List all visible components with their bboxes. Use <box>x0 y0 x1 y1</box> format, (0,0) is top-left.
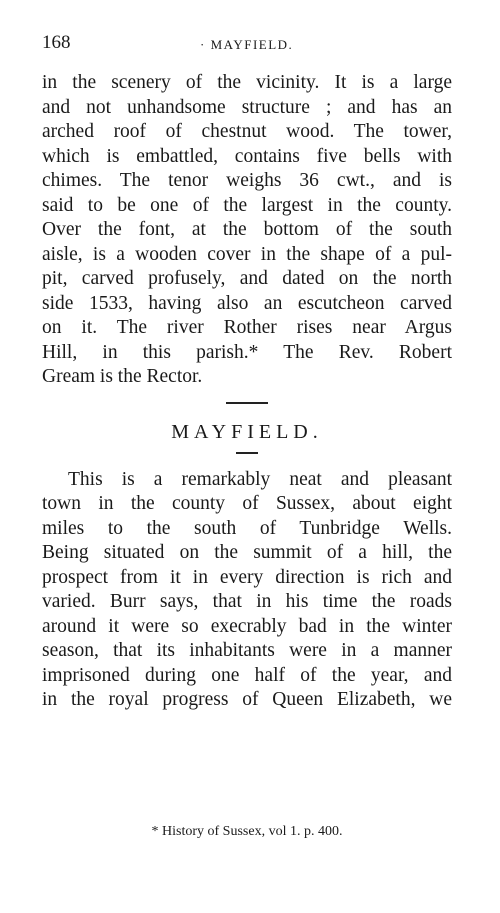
text-line: around it were so execrably bad in the winter <box>42 615 452 637</box>
text-line: in the royal progress of Queen Elizabeth, we <box>42 689 452 710</box>
text-line: which is embattled, contains five bells with <box>42 145 452 167</box>
text-line: Hill, in this parish.* The Rev. Robert <box>42 341 452 363</box>
section-divider-bottom <box>236 452 258 454</box>
text-line: aisle, is a wooden cover in the shape of a pul- <box>42 243 452 265</box>
text-line: Over the font, at the bottom of the south <box>42 219 452 240</box>
text-line: miles to the south of Tunbridge Wells. <box>42 517 452 539</box>
book-page <box>42 30 452 839</box>
section-paragraph <box>42 468 452 713</box>
text-line: varied. Burr says, that in his time the roads <box>42 591 452 612</box>
continuation-paragraph <box>42 71 452 390</box>
page-header <box>42 30 452 60</box>
text-line: in the scenery of the vicinity. It is a large <box>42 72 452 93</box>
text-line: said to be one of the largest in the county. <box>42 194 452 216</box>
text-line: pit, carved profusely, and dated on the north <box>42 268 452 289</box>
text-line: side 1533, having also an escutcheon carved <box>42 292 452 314</box>
text-line: arched roof of chestnut wood. The tower, <box>42 121 452 142</box>
running-head: · MAYFIELD. <box>200 37 294 52</box>
page-number: 168 <box>42 32 71 53</box>
section-title: MAYFIELD. <box>171 420 323 443</box>
text-line: town in the county of Sussex, about eight <box>42 493 452 514</box>
text-line: Gream is the Rector. <box>42 366 203 387</box>
text-line: season, that its inhabitants were in a manner <box>42 640 452 661</box>
text-line: and not unhandsome structure ; and has an <box>42 96 452 118</box>
text-line: imprisoned during one half of the year, and <box>42 664 452 686</box>
section-divider-top <box>226 402 268 404</box>
text-line: This is a remarkably neat and pleasant <box>68 468 452 490</box>
text-line: Being situated on the summit of a hill, the <box>42 542 452 563</box>
text-line: prospect from it in every direction is rich and <box>42 566 452 588</box>
footnote: * History of Sussex, vol 1. p. 400. <box>151 824 343 839</box>
text-line: on it. The river Rother rises near Argus <box>42 317 452 338</box>
text-line: chimes. The tenor weighs 36 cwt., and is <box>42 170 452 191</box>
